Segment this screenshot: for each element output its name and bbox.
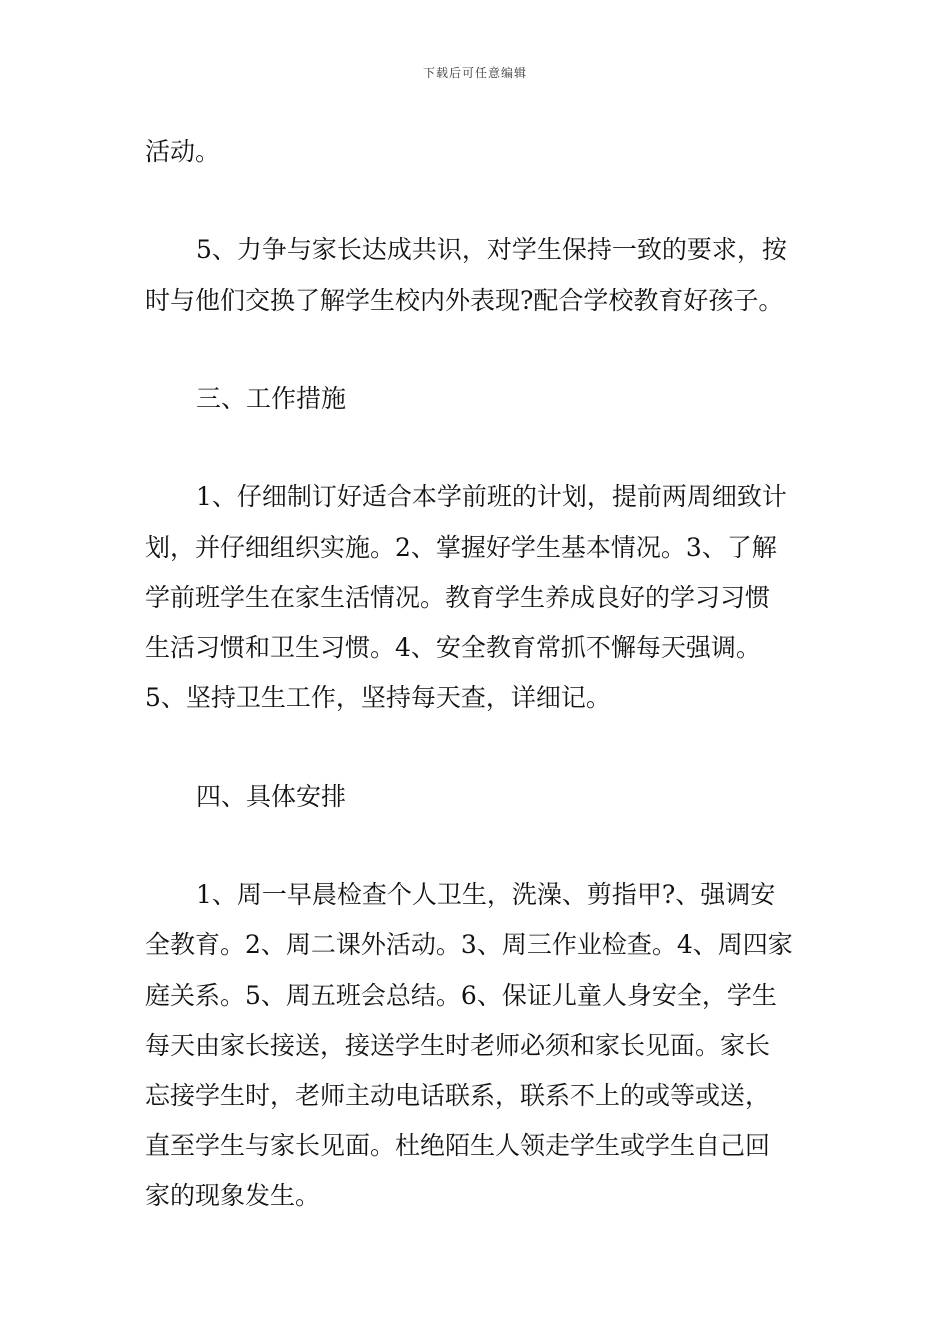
paragraph-line: 学前班学生在家生活情况。教育学生养成良好的学习习惯 xyxy=(145,583,771,612)
paragraph-line: 活动。 xyxy=(145,137,221,166)
page-header: 下载后可任意编辑 xyxy=(422,66,527,80)
paragraph-line: 忘接学生时，老师主动电话联系，联系不上的或等或送， xyxy=(145,1081,771,1110)
paragraph-line: 全教育。2、周二课外活动。3、周三作业检查。4、周四家 xyxy=(145,930,793,959)
paragraph-line: 1、仔细制订好适合本学前班的计划，提前两周细致计 xyxy=(196,482,787,511)
section-heading: 四、具体安排 xyxy=(196,782,347,811)
paragraph-line: 庭关系。5、周五班会总结。6、保证儿童人身安全，学生 xyxy=(145,981,777,1010)
paragraph-line: 时与他们交换了解学生校内外表现?配合学校教育好孩子。 xyxy=(145,286,784,315)
paragraph-line: 每天由家长接送，接送学生时老师必须和家长见面。家长 xyxy=(145,1031,771,1060)
paragraph-line: 5、力争与家长达成共识，对学生保持一致的要求，按 xyxy=(196,235,787,264)
paragraph-line: 5、坚持卫生工作，坚持每天查，详细记。 xyxy=(145,683,611,712)
section-heading: 三、工作措施 xyxy=(196,384,347,413)
paragraph-line: 家的现象发生。 xyxy=(145,1181,321,1210)
paragraph-line: 生活习惯和卫生习惯。4、安全教育常抓不懈每天强调。 xyxy=(145,633,761,662)
paragraph-line: 划，并仔细组织实施。2、掌握好学生基本情况。3、了解 xyxy=(145,533,777,562)
paragraph-line: 1、周一早晨检查个人卫生，洗澡、剪指甲?、强调安 xyxy=(196,880,776,909)
paragraph-line: 直至学生与家长见面。杜绝陌生人领走学生或学生自己回 xyxy=(145,1131,771,1160)
